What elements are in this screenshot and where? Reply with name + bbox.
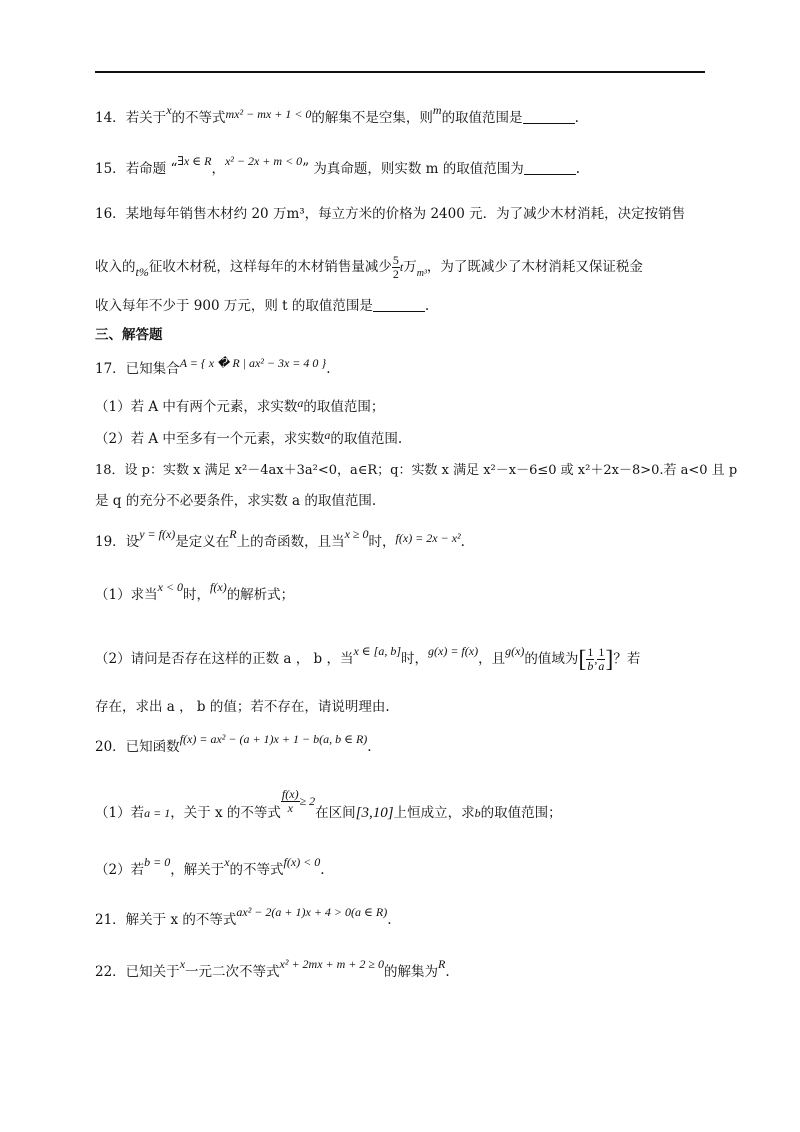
- q14-var-m: m: [432, 103, 442, 117]
- question-20-part-1: （1）若a = 1，关于 x 的不等式 $\frac{f(x)}{x}$ ≥ 2在区间[3,10]上恒成立，求b的取值范围；: [95, 787, 562, 821]
- question-18-line-1: 18．设 p：实数 x 满足 x²－4ax＋3a²<0，a∈R；q：实数 x 满足 x²－x－6≤0 或 x²＋2x－8>0.若 a<0 且 p: [95, 463, 738, 478]
- q15-existential: ∃x ∈ R: [177, 154, 212, 168]
- header-rule: [95, 71, 705, 73]
- answer-blank: [524, 160, 576, 175]
- question-19-part-2: （2）请问是否存在这样的正数 a ， b ，当x ∈ [a, b]时，g(x) = f(x)，且g(x)的值域为[ $\frac{1}{b}$ , $\frac{1}{a}$ ]？若: [95, 644, 641, 673]
- question-17-part-1: （1）若 A 中有两个元素，求实数a的取值范围；: [95, 396, 385, 415]
- question-20: 20．已知函数f(x) = ax² − (a + 1)x + 1 − b(a, b ∈ R).: [95, 732, 372, 755]
- question-17-part-2: （2）若 A 中至多有一个元素，求实数a的取值范围.: [95, 428, 403, 447]
- q14-var-x: x: [166, 103, 172, 117]
- section-heading: 三、解答题: [95, 327, 163, 343]
- question-19-part-2-cont: 存在，求出 a ， b 的值；若不存在，请说明理由.: [95, 699, 390, 715]
- q15-inequality: x² − 2x + m < 0: [224, 154, 303, 168]
- question-15: 15．若命题 “∃x ∈ R，x² − 2x + m < 0” 为真命题，则实数 m 的取值范围为 .: [95, 154, 581, 177]
- q17-set-a: A = { x � R | ax² − 3x = 4 0 }: [179, 356, 327, 370]
- question-22: 22．已知关于x一元二次不等式x² + 2mx + m + 2 ≥ 0的解集为R.: [95, 957, 450, 980]
- fraction-1-over-a: $\frac{1}{a}$: [598, 645, 605, 673]
- question-14: 14．若关于x的不等式mx² − mx + 1 < 0的解集不是空集，则m的取值范围是 .: [95, 103, 579, 126]
- question-16-line-1: 16．某地每年销售木材约 20 万m³，每立方米的价格为 2400 元．为了减少木材消耗，决定按销售: [95, 206, 686, 222]
- question-19: 19．设y = f(x)是定义在R上的奇函数，且当x ≥ 0时，f(x) = 2x − x².: [95, 527, 465, 550]
- answer-blank: [373, 297, 425, 312]
- question-16-line-2: 收入的t%征收木材税，这样每年的木材销售量减少 $\frac{5}{2}$ t万$_{m^3}$，为了既减少了木材消耗又保证税金: [95, 253, 643, 281]
- fraction-fx-over-x: $\frac{f(x)}{x}$: [281, 787, 299, 815]
- answer-blank: [523, 109, 575, 124]
- fraction-5-over-2: $\frac{5}{2}$: [392, 253, 399, 281]
- question-19-part-1: （1）求当x < 0时，f(x)的解析式；: [95, 580, 295, 603]
- question-17: 17．已知集合A = { x � R | ax² − 3x = 4 0 }.: [95, 356, 331, 377]
- question-20-part-2: （2）若b = 0，解关于x的不等式f(x) < 0.: [95, 855, 325, 878]
- q14-number: 14．: [95, 110, 126, 126]
- question-16-line-3: 收入每年不少于 900 万元，则 t 的取值范围是 .: [95, 298, 430, 314]
- question-21: 21．解关于 x 的不等式ax² − 2(a + 1)x + 4 > 0(a ∈ R).: [95, 905, 392, 928]
- question-18-line-2: 是 q 的充分不必要条件，求实数 a 的取值范围.: [95, 493, 377, 509]
- q14-inequality: mx² − mx + 1 < 0: [225, 107, 312, 121]
- fraction-1-over-b: $\frac{1}{b}$: [587, 645, 594, 673]
